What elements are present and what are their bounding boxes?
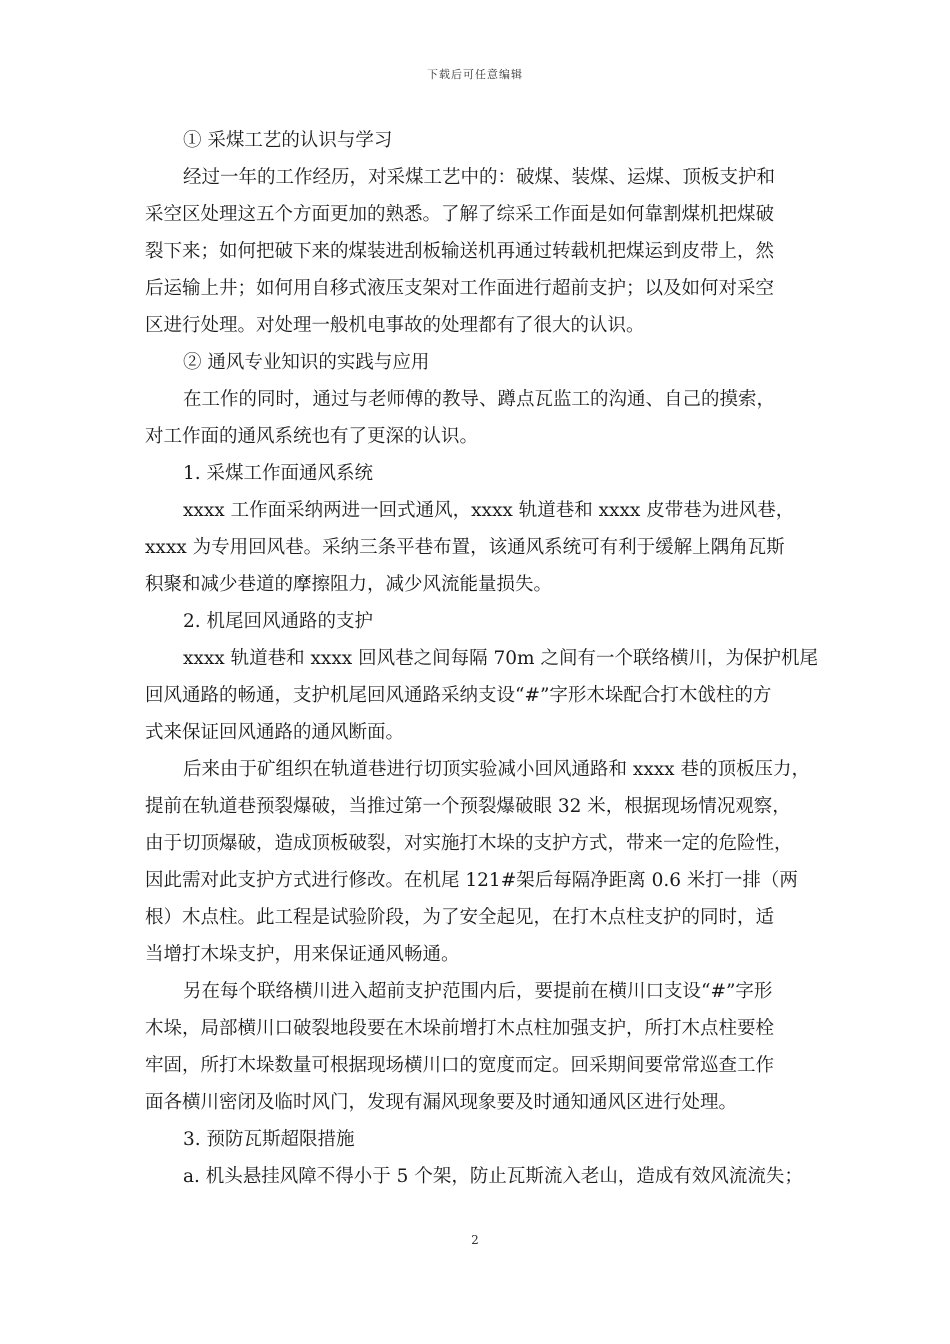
text-line: 木垛，局部横川口破裂地段要在木垛前增打木点柱加强支护，所打木点柱要栓: [145, 1018, 775, 1039]
text-line: xxxx 轨道巷和 xxxx 回风巷之间每隔 70m 之间有一个联络横川，为保护机尾: [183, 648, 818, 669]
text-line: 当增打木垛支护，用来保证通风畅通。: [145, 944, 460, 965]
text-line: 区进行处理。对处理一般机电事故的处理都有了很大的认识。: [145, 315, 645, 336]
text-line: 3. 预防瓦斯超限措施: [183, 1129, 355, 1150]
text-line: a. 机头悬挂风障不得小于 5 个架，防止瓦斯流入老山，造成有效风流流失；: [183, 1166, 803, 1187]
text-line: 2. 机尾回风通路的支护: [183, 611, 374, 632]
text-line: ② 通风专业知识的实践与应用: [183, 352, 430, 373]
text-line: 经过一年的工作经历，对采煤工艺中的：破煤、装煤、运煤、顶板支护和: [183, 167, 776, 188]
page-number: 2: [471, 1233, 479, 1247]
text-line: 牢固，所打木垛数量可根据现场横川口的宽度而定。回采期间要常常巡查工作: [145, 1055, 775, 1076]
document-body: [145, 122, 817, 1195]
text-line: 式来保证回风通路的通风断面。: [145, 722, 405, 743]
text-line: xxxx 为专用回风巷。采纳三条平巷布置，该通风系统可有利于缓解上隅角瓦斯: [145, 537, 785, 558]
text-line: 由于切顶爆破，造成顶板破裂，对实施打木垛的支护方式，带来一定的危险性，: [145, 833, 793, 854]
text-line: 提前在轨道巷预裂爆破，当推过第一个预裂爆破眼 32 米，根据现场情况观察，: [145, 796, 791, 817]
text-line: 回风通路的畅通，支护机尾回风通路采纳支设“#”字形木垛配合打木戗柱的方: [145, 685, 772, 706]
text-line: 裂下来；如何把破下来的煤装进刮板输送机再通过转载机把煤运到皮带上，然: [145, 241, 775, 262]
text-line: 积聚和减少巷道的摩擦阻力，减少风流能量损失。: [145, 574, 553, 595]
text-line: 1. 采煤工作面通风系统: [183, 463, 374, 484]
text-line: 根）木点柱。此工程是试验阶段，为了安全起见，在打木点柱支护的同时，适: [145, 907, 775, 928]
text-line: 因此需对此支护方式进行修改。在机尾 121#架后每隔净距离 0.6 米打一排（两: [145, 870, 798, 891]
text-line: 后来由于矿组织在轨道巷进行切顶实验减小回风通路和 xxxx 巷的顶板压力，: [183, 759, 810, 780]
text-line: 在工作的同时，通过与老师傅的教导、蹲点瓦监工的沟通、自己的摸索，: [183, 389, 776, 410]
text-line: xxxx 工作面采纳两进一回式通风，xxxx 轨道巷和 xxxx 皮带巷为进风巷，: [183, 500, 795, 521]
text-line: 后运输上井；如何用自移式液压支架对工作面进行超前支护；以及如何对采空: [145, 278, 775, 299]
text-line: 采空区处理这五个方面更加的熟悉。了解了综采工作面是如何靠割煤机把煤破: [145, 204, 775, 225]
text-line: 面各横川密闭及临时风门，发现有漏风现象要及时通知通风区进行处理。: [145, 1092, 738, 1113]
text-line: 另在每个联络横川进入超前支护范围内后，要提前在横川口支设“#”字形: [183, 981, 773, 1002]
text-line: ① 采煤工艺的认识与学习: [183, 130, 393, 151]
text-line: 对工作面的通风系统也有了更深的认识。: [145, 426, 479, 447]
page-header: 下载后可任意编辑: [427, 68, 523, 81]
